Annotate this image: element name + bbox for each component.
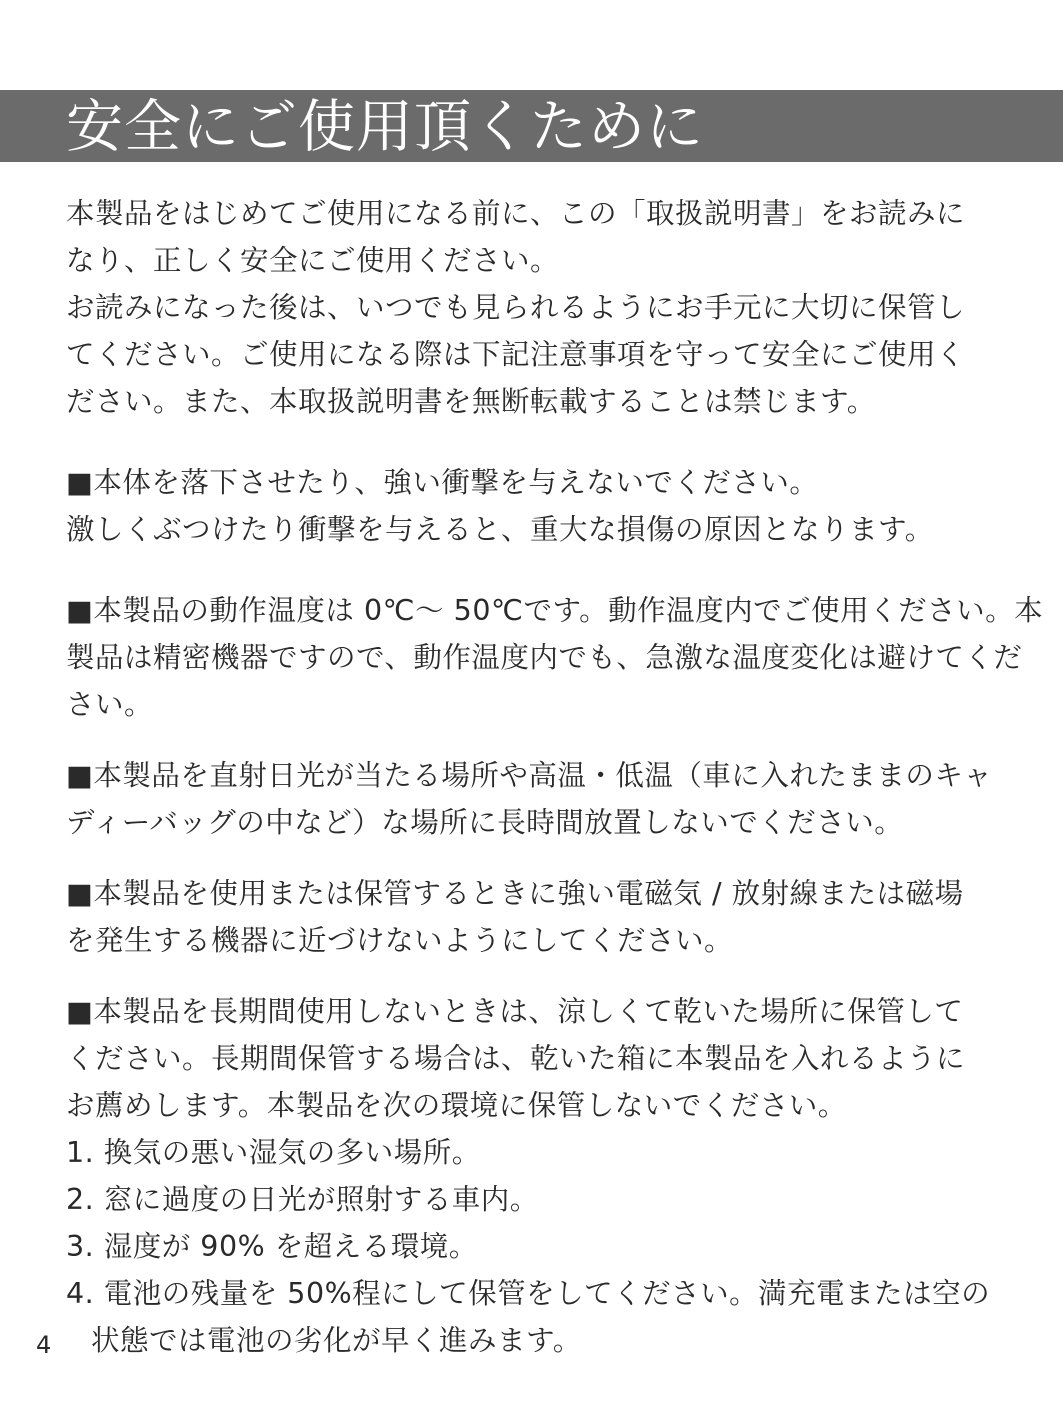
caution-line: ■本製品を直射日光が当たる場所や高温・低温（車に入れたままのキャ [66,759,993,792]
caution-line: ディーバッグの中など）な場所に長時間放置しないでください。 [66,806,904,839]
caution-line: ■本製品を使用または保管するときに強い電磁気 / 放射線または磁場 [66,877,964,910]
list-item: 2. 窓に過度の日光が照射する車内。 [66,1183,539,1216]
storage-conditions-list [66,1129,1006,1364]
spacer [66,553,1006,587]
caution-sunlight-heat [66,752,1006,846]
page-number: 4 [36,1331,52,1359]
caution-line: 激しくぶつけたり衝撃を与えると、重大な損傷の原因となります。 [66,513,934,546]
caution-line: ■本製品を長期間使用しないときは、涼しくて乾いた場所に保管して [66,995,964,1028]
caution-line: お薦めします。本製品を次の環境に保管しないでください。 [66,1089,847,1122]
caution-line: 製品は精密機器ですので、動作温度内でも、急激な温度変化は避けてくだ [66,641,1023,674]
caution-electromagnetic [66,870,1006,964]
intro-line: てください。ご使用になる際は下記注意事項を守って安全にご使用く [66,338,966,371]
caution-drop-impact [66,459,1006,553]
intro-line: なり、正しく安全にご使用ください。 [66,244,560,277]
caution-operating-temperature [66,587,1044,728]
list-item-continuation: 状態では電池の劣化が早く進みます。 [91,1324,582,1357]
caution-line: ■本体を落下させたり、強い衝撃を与えないでください。 [66,466,819,499]
spacer [66,846,1006,870]
spacer [66,964,1006,988]
intro-line: 本製品をはじめてご使用になる前に、この「取扱説明書」をお読みに [66,197,966,230]
intro-line: ださい。また、本取扱説明書を無断転載することは禁じます。 [66,385,876,418]
caution-line: ください。長期間保管する場合は、乾いた箱に本製品を入れるように [66,1042,966,1075]
intro-line: お読みになった後は、いつでも見られるようにお手元に大切に保管し [66,291,966,324]
list-item: 4. 電池の残量を 50%程にして保管をしてください。満充電または空の [66,1277,991,1310]
page-title: 安全にご使用頂くために [66,94,704,160]
caution-line: を発生する機器に近づけないようにしてください。 [66,924,734,957]
list-item: 3. 湿度が 90% を超える環境。 [66,1230,478,1263]
intro-paragraph [66,190,1006,425]
caution-long-term-storage [66,988,1006,1129]
caution-line: さい。 [66,688,154,721]
spacer [66,425,1006,459]
spacer [66,728,1006,752]
document-body [66,190,1044,1364]
list-item: 1. 換気の悪い湿気の多い場所。 [66,1136,481,1169]
caution-line: ■本製品の動作温度は 0℃～ 50℃です。動作温度内でご使用ください。本 [66,594,1044,627]
